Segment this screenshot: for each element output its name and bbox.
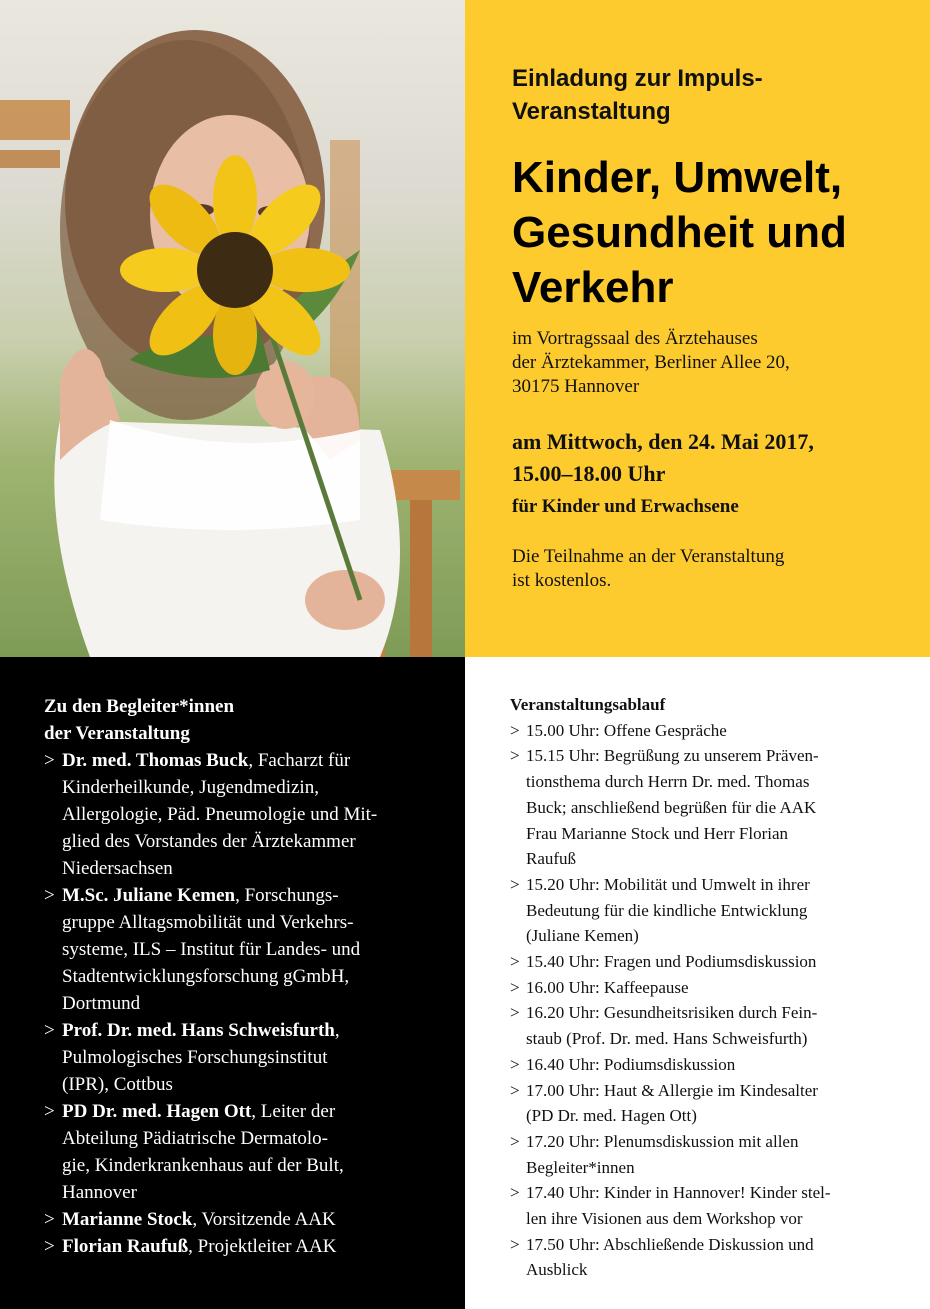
invitation-kicker: Einladung zur Impuls- Veranstaltung [512, 65, 763, 125]
companions-heading: Zu den Begleiter*innen der Veranstaltung [44, 696, 235, 744]
schedule-item [510, 949, 910, 975]
schedule-item-text: 16.20 Uhr: Gesundheitsrisiken durch Fein- staub (Prof. Dr. med. Hans Schweisfurth) [526, 1003, 818, 1049]
companion-item [44, 1233, 444, 1260]
schedule-item-text: 17.40 Uhr: Kinder in Hannover! Kinder stel- len ihre Visionen aus dem Workshop vor [526, 1183, 831, 1229]
bullet-arrow: > [510, 1183, 520, 1203]
companion-item [44, 882, 444, 1017]
schedule-item [510, 975, 910, 1001]
audience-text: für Kinder und Erwachsene [512, 496, 739, 517]
schedule-item [510, 1052, 910, 1078]
bullet-arrow: > [510, 1003, 520, 1023]
bullet-arrow: > [510, 1054, 520, 1074]
companion-name: M.Sc. Juliane Kemen [62, 885, 236, 906]
companion-description: , Forschungs- gruppe Alltagsmobilität und Verkehrs- systeme, ILS – Institut für Landes- und Stadtentwicklungsforschung gGmbH, Dortmund [62, 885, 361, 1014]
photo-illustration [0, 0, 465, 657]
event-info-panel [465, 0, 930, 657]
bullet-arrow: > [510, 952, 520, 972]
companion-description: , Facharzt für Kinderheilkunde, Jugendmedizin, Allergologie, Päd. Pneumologie und Mit- glied des Vorstandes der Ärztekammer Niedersachsen [62, 750, 378, 879]
schedule-item [510, 1232, 910, 1283]
companion-name: Marianne Stock [62, 1209, 193, 1230]
venue-text: im Vortragssaal des Ärztehauses der Ärztekammer, Berliner Allee 20, 30175 Hannover [512, 328, 790, 397]
schedule-item [510, 872, 910, 949]
companion-description: , Leiter der Abteilung Pädiatrische Dermatolo- gie, Kinderkrankenhaus auf der Bult, Hannover [62, 1101, 344, 1203]
bullet-arrow: > [44, 1101, 55, 1122]
companion-name: PD Dr. med. Hagen Ott [62, 1101, 252, 1122]
schedule-section [510, 692, 910, 1283]
companion-name: Prof. Dr. med. Hans Schweisfurth [62, 1020, 335, 1041]
schedule-item-text: 16.40 Uhr: Podiumsdiskussion [526, 1054, 736, 1074]
schedule-item [510, 718, 910, 744]
schedule-item [510, 1000, 910, 1051]
companions-panel [0, 657, 465, 1309]
bullet-arrow: > [44, 1209, 55, 1230]
bullet-arrow: > [510, 874, 520, 894]
companion-description: , Projektleiter AAK [188, 1236, 337, 1257]
bullet-arrow: > [44, 1236, 55, 1257]
companions-section [44, 693, 444, 1260]
bullet-arrow: > [44, 750, 55, 771]
schedule-item-text: 16.00 Uhr: Kaffeepause [526, 977, 689, 997]
companion-name: Dr. med. Thomas Buck [62, 750, 249, 771]
companions-list [44, 747, 444, 1260]
bullet-arrow: > [510, 977, 520, 997]
schedule-item-text: 17.20 Uhr: Plenumsdiskussion mit allen Begleiter*innen [526, 1131, 799, 1177]
bullet-arrow: > [510, 1131, 520, 1151]
schedule-item-text: 17.50 Uhr: Abschließende Diskussion und Ausblick [526, 1234, 814, 1280]
companion-item [44, 1098, 444, 1206]
event-date: am Mittwoch, den 24. Mai 2017, 15.00–18.00 Uhr [512, 429, 814, 486]
schedule-item [510, 1078, 910, 1129]
schedule-item [510, 1180, 910, 1231]
bullet-arrow: > [510, 1080, 520, 1100]
companion-item [44, 1017, 444, 1098]
schedule-heading: Veranstaltungsablauf [510, 695, 666, 714]
companion-item [44, 747, 444, 882]
companion-name: Florian Raufuß [62, 1236, 189, 1257]
bullet-arrow: > [510, 746, 520, 766]
schedule-item-text: 17.00 Uhr: Haut & Allergie im Kindesalter (PD Dr. med. Hagen Ott) [526, 1080, 818, 1126]
bullet-arrow: > [44, 885, 55, 906]
bullet-arrow: > [44, 1020, 55, 1041]
event-title: Kinder, Umwelt, Gesundheit und Verkehr [512, 153, 847, 312]
bullet-arrow: > [510, 720, 520, 740]
schedule-item-text: 15.15 Uhr: Begrüßung zu unserem Präven- tionsthema durch Herrn Dr. med. Thomas Buck; anschließend begrüßen für die AAK Frau Marianne Stock und Herr Florian Raufuß [526, 746, 819, 869]
girl-with-sunflower-photo [0, 0, 465, 657]
schedule-item-text: 15.00 Uhr: Offene Gespräche [526, 720, 727, 740]
companion-description: , Pulmologisches Forschungsinstitut (IPR), Cottbus [62, 1020, 340, 1095]
schedule-item [510, 743, 910, 872]
schedule-item-text: 15.40 Uhr: Fragen und Podiumsdiskussion [526, 952, 817, 972]
admission-text: Die Teilnahme an der Veranstaltung ist kostenlos. [512, 546, 785, 591]
schedule-list [510, 718, 910, 1283]
companion-description: , Vorsitzende AAK [192, 1209, 336, 1230]
bullet-arrow: > [510, 1234, 520, 1254]
companion-item [44, 1206, 444, 1233]
schedule-item [510, 1129, 910, 1180]
schedule-item-text: 15.20 Uhr: Mobilität und Umwelt in ihrer Bedeutung für die kindliche Entwicklung (Juliane Kemen) [526, 874, 810, 946]
